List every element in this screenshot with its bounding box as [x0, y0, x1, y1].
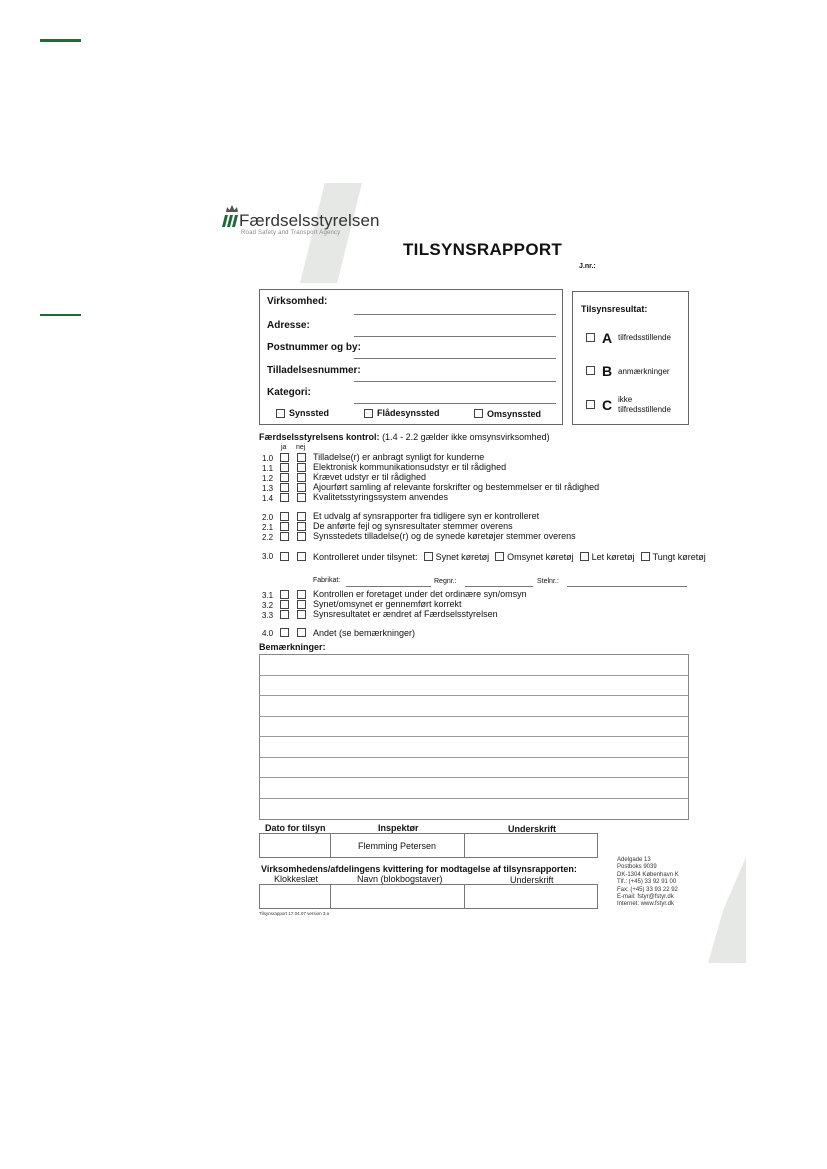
item-text: Ajourført samling af relevante forskrifter og bestemmelser er til rådighed	[313, 482, 600, 492]
checkbox-nej[interactable]	[297, 590, 306, 599]
address-block	[617, 857, 679, 909]
checkbox-fladesynssted[interactable]	[364, 409, 373, 418]
checkbox-nej[interactable]	[297, 463, 306, 472]
remarks-line[interactable]	[259, 695, 688, 696]
header-dato: Dato for tilsyn	[265, 823, 326, 833]
remarks-line[interactable]	[259, 736, 688, 737]
item-number: 1.3	[262, 484, 274, 493]
jnr-label: J.nr.:	[579, 263, 596, 270]
field-line-kategori[interactable]	[354, 403, 556, 404]
option-tungt-koretoj: Tungt køretøj	[652, 552, 706, 562]
result-text-a: tilfredsstillende	[618, 333, 671, 342]
item-text: Kontrolleret under tilsynet:	[313, 552, 418, 562]
checkbox-result-c[interactable]	[586, 400, 595, 409]
remarks-line[interactable]	[259, 757, 688, 758]
item-number: 3.0	[262, 552, 274, 561]
item-number: 1.0	[262, 454, 274, 463]
field-line-tilladelsesnummer[interactable]	[354, 381, 556, 382]
control-heading-note: (1.4 - 2.2 gælder ikke omsynsvirksomhed)	[382, 432, 550, 442]
checkbox-ja[interactable]	[280, 600, 289, 609]
checkbox-nej[interactable]	[297, 483, 306, 492]
company-info-box	[259, 289, 563, 425]
label-regnr: Regnr.:	[434, 578, 457, 585]
field-label-tilladelsesnummer: Tilladelsesnummer:	[267, 365, 361, 376]
cell-dato[interactable]	[259, 833, 331, 858]
item-number: 2.2	[262, 533, 274, 542]
checkbox-ja[interactable]	[280, 483, 289, 492]
field-label-kategori: Kategori:	[267, 387, 311, 398]
receipt-title: Virksomhedens/afdelingens kvittering for modtagelse af tilsynsrapporten:	[261, 864, 577, 874]
checkbox-tungt-koretoj[interactable]	[641, 552, 650, 561]
checkbox-nej[interactable]	[297, 522, 306, 531]
checkbox-ja[interactable]	[280, 473, 289, 482]
checkbox-result-a[interactable]	[586, 333, 595, 342]
field-line-postnummer[interactable]	[354, 358, 556, 359]
field-line-virksomhed[interactable]	[354, 314, 556, 315]
checkbox-ja[interactable]	[280, 590, 289, 599]
address-line: Internet: www.fstyr.dk	[617, 901, 675, 908]
item-text: Synsstedets tilladelse(r) og de synede køretøjer stemmer overens	[313, 531, 576, 541]
item-number: 2.0	[262, 513, 274, 522]
checkbox-nej[interactable]	[297, 552, 306, 561]
checkbox-result-b[interactable]	[586, 366, 595, 375]
checkbox-omsynssted[interactable]	[474, 409, 483, 418]
middle-margin-mark	[40, 314, 81, 316]
item-number: 2.1	[262, 523, 274, 532]
address-line: Fax: (+45) 33 93 22 92	[617, 886, 678, 893]
item-number: 3.3	[262, 611, 274, 620]
header-underskrift-receipt: Underskrift	[510, 875, 554, 885]
crown-icon	[225, 204, 239, 214]
header-inspektor: Inspektør	[378, 823, 419, 833]
checkbox-ja[interactable]	[280, 453, 289, 462]
logo-name: Færdselsstyrelsen	[239, 211, 380, 230]
checkbox-nej[interactable]	[297, 532, 306, 541]
top-margin-mark	[40, 39, 81, 42]
column-ja: ja	[281, 444, 287, 451]
cell-navn[interactable]	[330, 884, 465, 909]
item-number: 3.2	[262, 601, 274, 610]
address-line: Postboks 9039	[617, 864, 657, 871]
control-heading-title: Færdselsstyrelsens kontrol:	[259, 432, 380, 442]
item-number: 1.2	[262, 474, 274, 483]
item-text: Krævet udstyr er til rådighed	[313, 472, 427, 482]
result-text-c1: ikke	[618, 395, 633, 404]
line-regnr[interactable]	[465, 586, 533, 587]
checkbox-let-koretoj[interactable]	[580, 552, 589, 561]
label-omsynssted: Omsynssted	[487, 409, 542, 419]
checkbox-nej[interactable]	[297, 610, 306, 619]
item-text: Andet (se bemærkninger)	[313, 628, 416, 638]
item-number: 4.0	[262, 629, 274, 638]
address-line: DK-1304 København K	[617, 871, 679, 878]
checkbox-nej[interactable]	[297, 512, 306, 521]
header-klokkeslaet: Klokkeslæt	[274, 874, 319, 884]
remarks-box[interactable]	[259, 654, 689, 820]
result-text-c2: tilfredsstillende	[618, 405, 671, 414]
checkbox-omsynet-koretoj[interactable]	[495, 552, 504, 561]
result-letter-c: C	[602, 397, 613, 413]
line-stelnr[interactable]	[567, 586, 687, 587]
cell-klokkeslaet[interactable]	[259, 884, 331, 909]
item-text: Synsresultatet er ændret af Færdselsstyrelsen	[313, 609, 498, 619]
field-line-adresse[interactable]	[354, 336, 556, 337]
field-label-postnummer: Postnummer og by:	[267, 342, 361, 353]
result-letter-a: A	[602, 330, 613, 346]
address-line: E-mail: fstyr@fstyr.dk	[617, 894, 674, 901]
result-text-b: anmærkninger	[618, 367, 670, 376]
checkbox-ja[interactable]	[280, 552, 289, 561]
item-text: Kontrollen er foretaget under det ordinære syn/omsyn	[313, 589, 527, 599]
item-text: De anførte fejl og synsresultater stemmer overens	[313, 521, 513, 531]
checkbox-synet-koretoj[interactable]	[424, 552, 433, 561]
control-heading	[259, 432, 550, 442]
item-text: Et udvalg af synsrapporter fra tidligere syn er kontrolleret	[313, 511, 540, 521]
checkbox-synssted[interactable]	[276, 409, 285, 418]
checkbox-nej[interactable]	[297, 493, 306, 502]
address-line: Adelgade 13	[617, 857, 651, 863]
checkbox-nej[interactable]	[297, 453, 306, 462]
checkbox-ja[interactable]	[280, 532, 289, 541]
header-navn: Navn (blokbogstaver)	[357, 874, 443, 884]
item-number: 1.1	[262, 464, 274, 473]
item-3-0-row	[313, 552, 706, 562]
footer-note: Tilsynsrapport 17.04.07 version 3.a	[259, 911, 330, 916]
header-underskrift: Underskrift	[508, 824, 557, 834]
line-fabrikat[interactable]	[346, 586, 431, 587]
checkbox-ja[interactable]	[280, 463, 289, 472]
remarks-label: Bemærkninger:	[259, 642, 326, 652]
page-title: TILSYNSRAPPORT	[403, 240, 563, 259]
remarks-line[interactable]	[259, 675, 688, 676]
checkbox-nej[interactable]	[297, 473, 306, 482]
cell-underskrift[interactable]	[464, 833, 598, 858]
item-text: Kvalitetsstyringssystem anvendes	[313, 492, 449, 502]
logo-stripes-icon	[222, 215, 238, 227]
inspector-name: Flemming Petersen	[358, 841, 437, 851]
option-synet-koretoj: Synet køretøj	[435, 552, 490, 562]
item-number: 3.1	[262, 591, 274, 600]
option-omsynet-koretoj: Omsynet køretøj	[507, 552, 574, 562]
logo-subtitle: Road Safety and Transport Agency	[241, 230, 341, 236]
label-stelnr: Stelnr.:	[537, 578, 559, 585]
field-label-adresse: Adresse:	[267, 320, 310, 331]
field-label-virksomhed: Virksomhed:	[267, 296, 328, 307]
cell-underskrift-receipt[interactable]	[464, 884, 598, 909]
label-synssted: Synssted	[289, 408, 330, 418]
remarks-line[interactable]	[259, 798, 688, 799]
checkbox-ja[interactable]	[280, 493, 289, 502]
checkbox-nej[interactable]	[297, 600, 306, 609]
item-text: Synet/omsynet er gennemført korrekt	[313, 599, 462, 609]
checkbox-nej[interactable]	[297, 628, 306, 637]
checkbox-ja[interactable]	[280, 628, 289, 637]
address-line: Tlf.: (+45) 33 92 91 00	[617, 879, 677, 886]
checkbox-ja[interactable]	[280, 522, 289, 531]
column-nej: nej	[296, 444, 306, 451]
option-let-koretoj: Let køretøj	[591, 552, 635, 562]
checkbox-ja[interactable]	[280, 610, 289, 619]
item-text: Elektronisk kommunikationsudstyr er til rådighed	[313, 462, 507, 472]
remarks-line[interactable]	[259, 716, 688, 717]
label-fabrikat: Fabrikat:	[313, 577, 341, 584]
result-letter-b: B	[602, 363, 613, 379]
result-title: Tilsynsresultat:	[581, 304, 648, 314]
label-fladesynssted: Flådesynssted	[377, 408, 440, 418]
watermark-shape-bottom	[708, 857, 746, 963]
checkbox-ja[interactable]	[280, 512, 289, 521]
item-text: Tilladelse(r) er anbragt synligt for kunderne	[313, 452, 485, 462]
remarks-line[interactable]	[259, 777, 688, 778]
item-number: 1.4	[262, 494, 274, 503]
